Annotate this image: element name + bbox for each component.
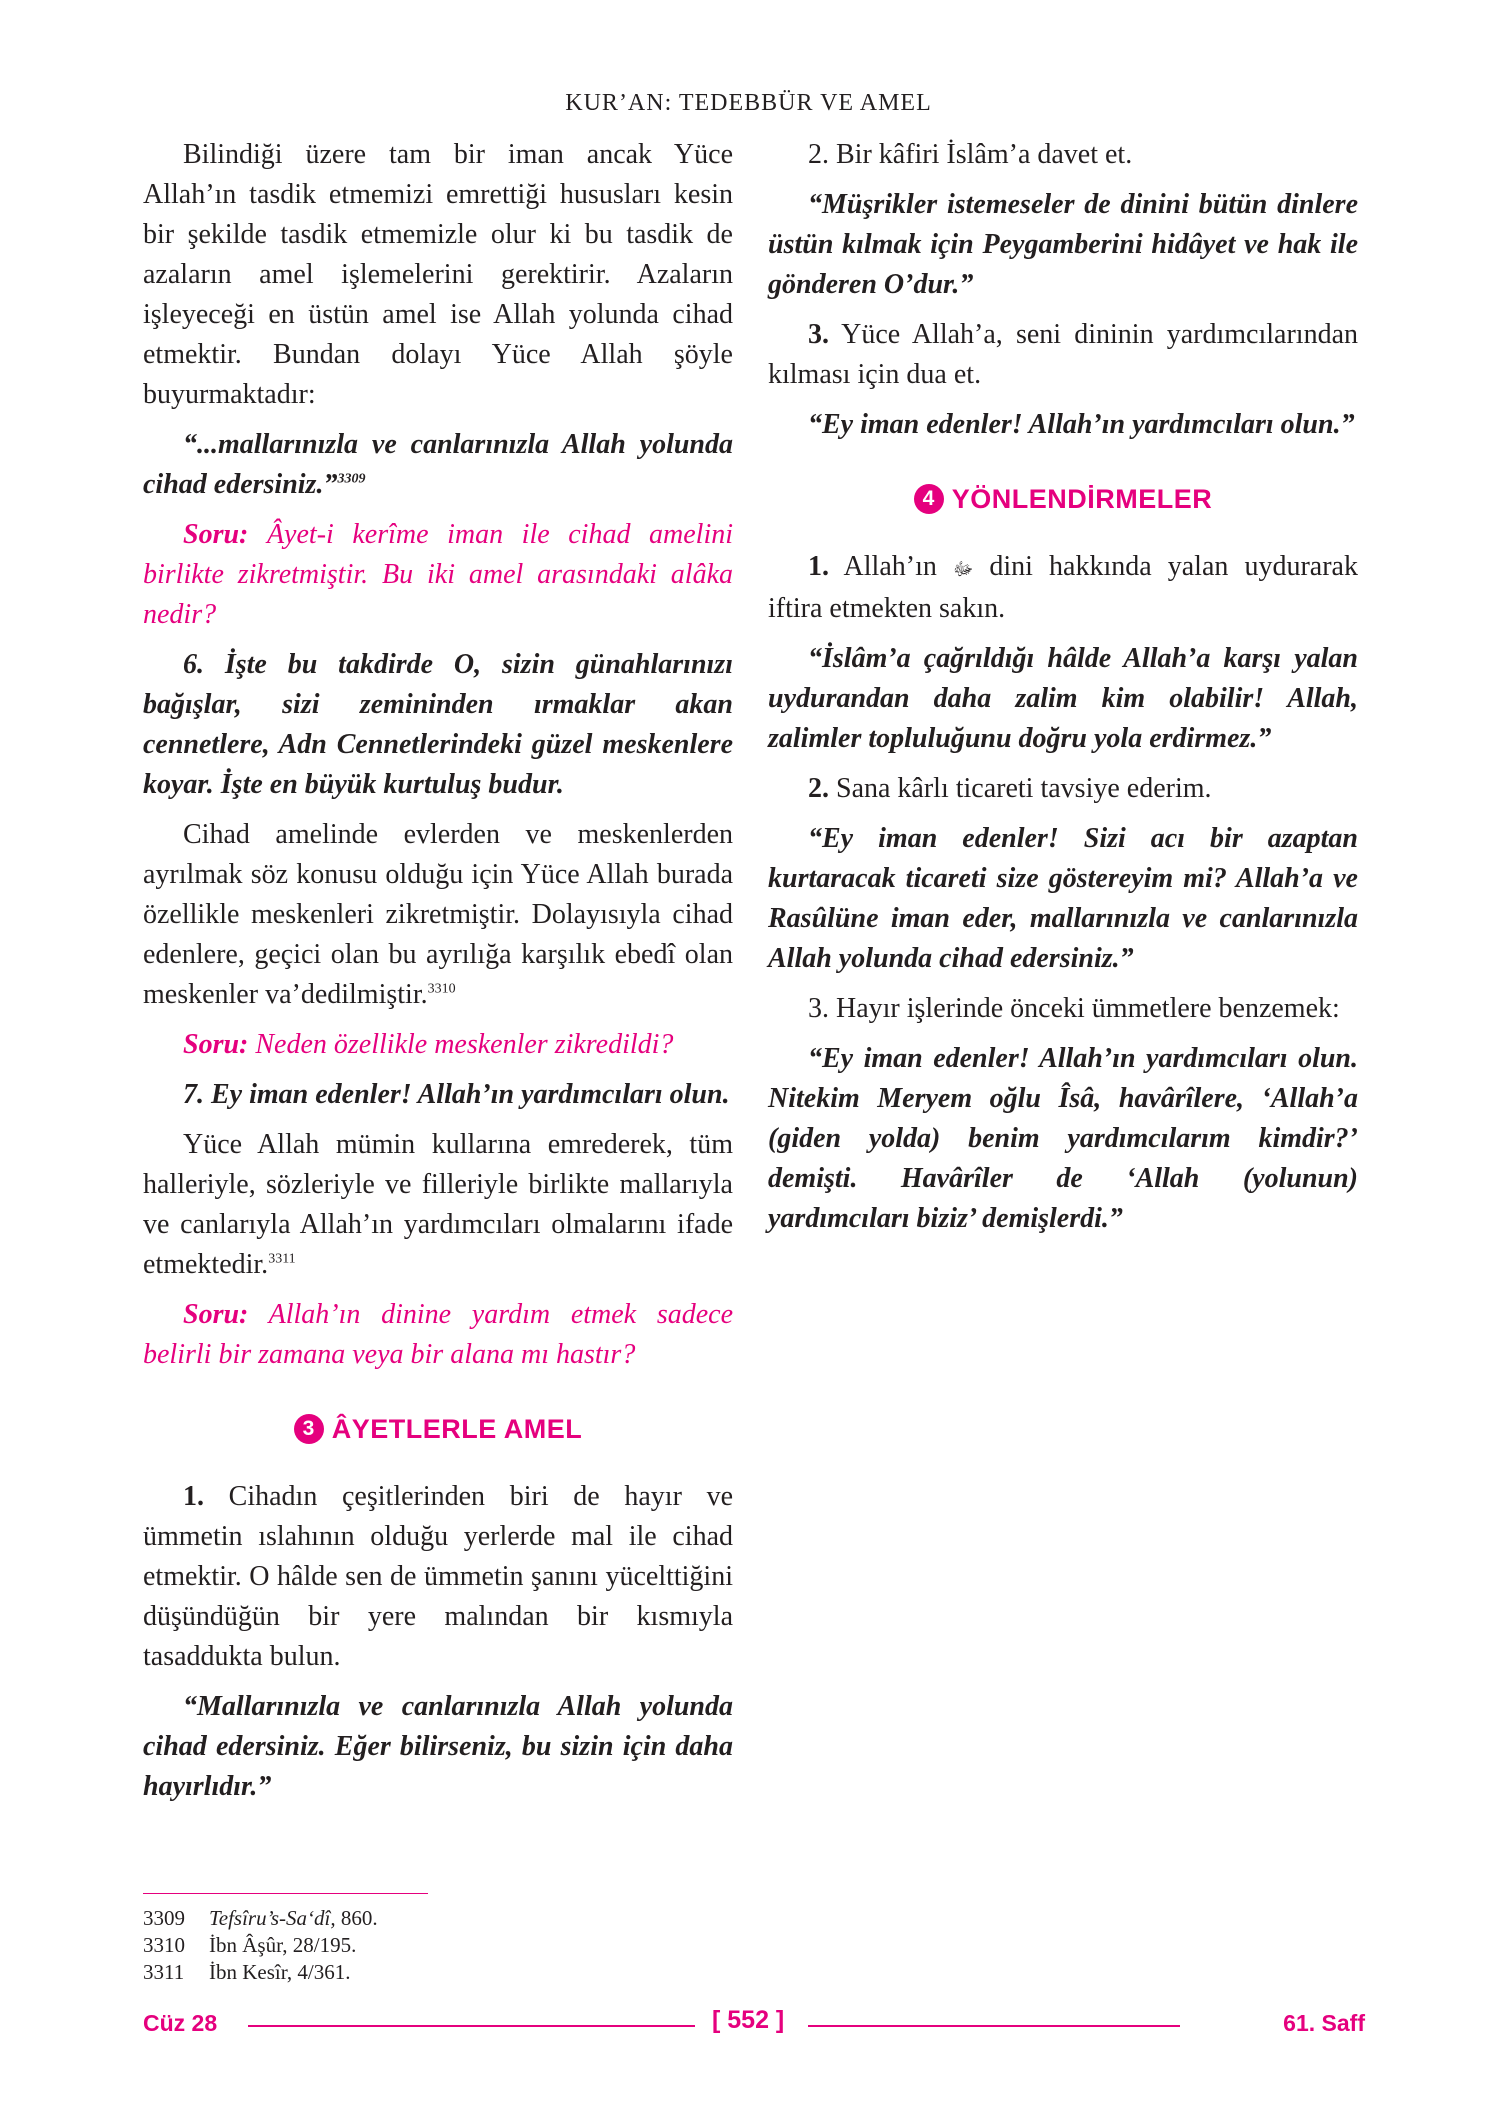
question-label: Soru: bbox=[183, 519, 249, 550]
section-number-badge: 3 bbox=[294, 1414, 324, 1444]
footnote-number: 3309 bbox=[143, 1906, 185, 1930]
footnote-text: İbn Kesîr, 4/361. bbox=[209, 1960, 351, 1984]
quote bbox=[143, 425, 733, 505]
guidance-item bbox=[768, 547, 1358, 629]
item-number: 1. bbox=[183, 1481, 204, 1512]
verse-6: 6. İşte bu takdirde O, sizin günahlarınızı bağışlar, sizi zemininden ırmaklar akan cennetlere, Adn Cennetlerindeki güzel meskenlere koyar. İşte en büyük kurtuluş budur. bbox=[143, 649, 733, 800]
action-item bbox=[768, 315, 1358, 395]
question bbox=[143, 515, 733, 635]
page-footer bbox=[0, 2006, 1497, 2050]
item-number: 3. bbox=[808, 319, 829, 350]
paragraph bbox=[143, 1125, 733, 1285]
guidance-item bbox=[768, 769, 1358, 809]
verse-7: 7. Ey iman edenler! Allah’ın yardımcıları olun. bbox=[183, 1079, 730, 1110]
right-column bbox=[768, 135, 1358, 1249]
footnote-number: 3310 bbox=[143, 1933, 185, 1957]
guidance-item: 3. Hayır işlerinde önceki ümmetlere benzemek: bbox=[808, 993, 1340, 1024]
footnote-ref: 3310 bbox=[427, 981, 456, 997]
item-text: Allah’ın bbox=[843, 551, 937, 582]
item-text: Cihadın çeşitlerinden biri de hayır ve ümmetin ıslahının olduğu yerlerde mal ile cihad etmektir. O hâlde sen de ümmetin şanını yücelttiğini düşündüğün bir yere malından bir kısmıyla tasaddukta bulun. bbox=[143, 1481, 733, 1672]
paragraph: Bilindiği üzere tam bir iman ancak Yüce Allah’ın tasdik etmemizi emrettiği hususları kesin bir şekilde tasdik etmemizle olur ki bu tasdik de azaların amel işlemelerini gerektirir. Azaların işleyeceği en üstün amel ise Allah yolunda cihad etmektir. Bundan dolayı Yüce Allah şöyle buyurmaktadır: bbox=[143, 139, 733, 410]
section-heading-4 bbox=[768, 479, 1358, 519]
footnote bbox=[143, 1959, 378, 1986]
left-column bbox=[143, 135, 733, 1817]
footnote-number: 3311 bbox=[143, 1960, 185, 1984]
page-number: [ 552 ] bbox=[712, 2006, 785, 2034]
footnote-text: İbn Âşûr, 28/195. bbox=[209, 1933, 357, 1957]
question-text: Allah’ın dinine yardım etmek sadece belirli bir zamana veya bir alana mı hastır? bbox=[143, 1299, 734, 1370]
quote: “İslâm’a çağrıldığı hâlde Allah’a karşı yalan uydurandan daha zalim kim olabilir! Allah, zalimler topluluğunu doğru yola erdirmez.” bbox=[768, 643, 1358, 754]
question-label: Soru: bbox=[183, 1029, 249, 1060]
juz-label: Cüz 28 bbox=[143, 2010, 218, 2036]
question-text: Neden özellikle meskenler zikredildi? bbox=[255, 1029, 674, 1060]
paragraph-text: Cihad amelinde evlerden ve meskenlerden ayrılmak söz konusu olduğu için Yüce Allah burada özellikle meskenleri zikretmiştir. Dolayısıyla cihad edenlere, geçici olan bu ayrılığa karşılık ebedî olan meskenler va’dedilmiştir. bbox=[143, 819, 733, 1010]
section-heading-3 bbox=[143, 1409, 733, 1449]
section-number-badge: 4 bbox=[914, 484, 944, 514]
footnote-title: Tefsîru’s-Sa‘dî, bbox=[209, 1906, 336, 1930]
item-number: 2. bbox=[808, 773, 829, 804]
footer-rule-left bbox=[248, 2025, 695, 2027]
quote: “Mallarınızla ve canlarınızla Allah yolunda cihad edersiniz. Eğer bilirseniz, bu sizin için daha hayırlıdır.” bbox=[143, 1691, 733, 1802]
quote: “Ey iman edenler! Allah’ın yardımcıları olun. Nitekim Meryem oğlu Îsâ, havârîlere, ‘Allah’a (giden yolda) benim yardımcılarım kimdir?’ demişti. Havârîler de ‘Allah (yolunun) yardımcıları biziz’ demişlerdi.” bbox=[768, 1043, 1358, 1234]
item-text: dini hakkında yalan uydurarak iftira etmekten sakın. bbox=[768, 551, 1358, 624]
quote-text: “...mallarınızla ve canlarınızla Allah yolunda cihad edersiniz.” bbox=[143, 429, 733, 500]
quote: “Müşrikler istemeseler de dinini bütün dinlere üstün kılmak için Peygamberini hidâyet ve hak ile gönderen O’dur.” bbox=[768, 189, 1358, 300]
footnote bbox=[143, 1932, 378, 1959]
item-text: Sana kârlı ticareti tavsiye ederim. bbox=[836, 773, 1212, 804]
running-header: KUR’AN: TEDEBBÜR VE AMEL bbox=[565, 90, 932, 116]
paragraph-text: Yüce Allah mümin kullarına emrederek, tüm halleriyle, sözleriyle ve filleriyle birlikte mallarıyla ve canlarıyla Allah’ın yardımcıları olmalarını ifade etmektedir. bbox=[143, 1129, 733, 1280]
question bbox=[143, 1295, 733, 1375]
footer-rule-right bbox=[808, 2025, 1180, 2027]
question-label: Soru: bbox=[183, 1299, 249, 1330]
item-text: Yüce Allah’a, seni dininin yardımcılarından kılması için dua et. bbox=[768, 319, 1359, 390]
action-item bbox=[143, 1477, 733, 1677]
question bbox=[143, 1025, 733, 1065]
footnote bbox=[143, 1905, 378, 1932]
item-number: 1. bbox=[808, 551, 829, 582]
paragraph bbox=[143, 815, 733, 1015]
footnotes bbox=[143, 1905, 378, 1986]
footnote-divider bbox=[143, 1893, 428, 1894]
question-text: Âyet-i kerîme iman ile cihad amelini birlikte zikretmiştir. Bu iki amel arasındaki alâka nedir? bbox=[143, 519, 734, 630]
section-title: ÂYETLERLE AMEL bbox=[331, 1414, 583, 1444]
section-title: YÖNLENDİRMELER bbox=[951, 484, 1213, 514]
footnote-ref: 3311 bbox=[268, 1251, 296, 1267]
footnote-text bbox=[209, 1905, 378, 1932]
quote: “Ey iman edenler! Allah’ın yardımcıları olun.” bbox=[808, 409, 1355, 440]
quote: “Ey iman edenler! Sizi acı bir azaptan kurtaracak ticareti size göstereyim mi? Allah’a ve Rasûlüne iman eder, mallarınızla ve canlarınızla Allah yolunda cihad edersiniz.” bbox=[768, 823, 1358, 974]
sura-label: 61. Saff bbox=[1283, 2010, 1365, 2036]
honorific-glyph: ﷻ bbox=[952, 559, 974, 579]
action-item: 2. Bir kâfiri İslâm’a davet et. bbox=[808, 139, 1133, 170]
footnote-rest: 860. bbox=[335, 1906, 378, 1930]
footnote-ref: 3309 bbox=[337, 471, 366, 487]
